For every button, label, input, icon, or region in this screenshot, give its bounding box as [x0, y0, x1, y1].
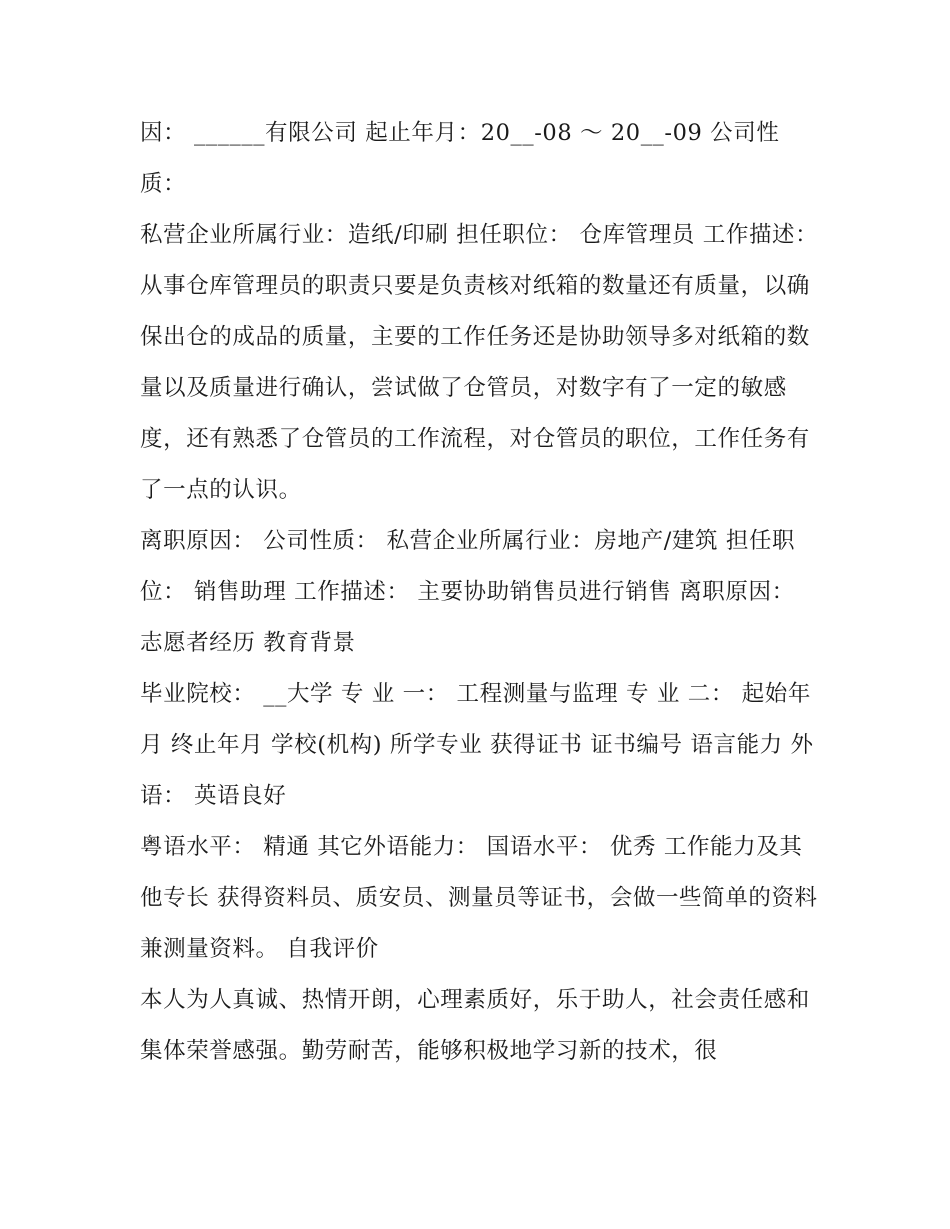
- paragraph-warehouse-duties: 从事仓库管理员的职责只要是负责核对纸箱的数量还有质量，以确保出仓的成品的质量，主要的工作任务还是协助领导多对纸箱的数量以及质量进行确认，尝试做了仓管员，对数字有了一定的敏感度，还有熟悉了仓管员的工作流程，对仓管员的职位，工作任务有了一点的认识。: [140, 273, 810, 503]
- paragraph-previous-job-company: 因： ______有限公司 起止年月：20__-08 ～ 20__-09 公司性质：: [140, 120, 780, 197]
- paragraph-skills: 粤语水平： 精通 其它外语能力： 国语水平： 优秀 工作能力及其他专长 获得资料员、质安员、测量员等证书，会做一些简单的资料兼测量资料。 自我评价: [140, 834, 818, 962]
- document-body: [140, 108, 820, 1077]
- paragraph-education: 毕业院校： __大学 专 业 一： 工程测量与监理 专 业 二： 起始年月 终止年月 学校(机构) 所学专业 获得证书 证书编号 语言能力 外语： 英语良好: [140, 681, 814, 809]
- paragraph-sales-assistant: 离职原因： 公司性质： 私营企业所属行业：房地产/建筑 担任职位： 销售助理 工作描述： 主要协助销售员进行销售 离职原因： 志愿者经历 教育背景: [140, 528, 796, 656]
- paragraph-previous-job-industry: 私营企业所属行业：造纸/印刷 担任职位： 仓库管理员 工作描述：: [140, 222, 819, 248]
- paragraph-self-evaluation: 本人为人真诚、热情开朗，心理素质好，乐于助人，社会责任感和集体荣誉感强。勤劳耐苦，能够积极地学习新的技术，很: [140, 987, 810, 1064]
